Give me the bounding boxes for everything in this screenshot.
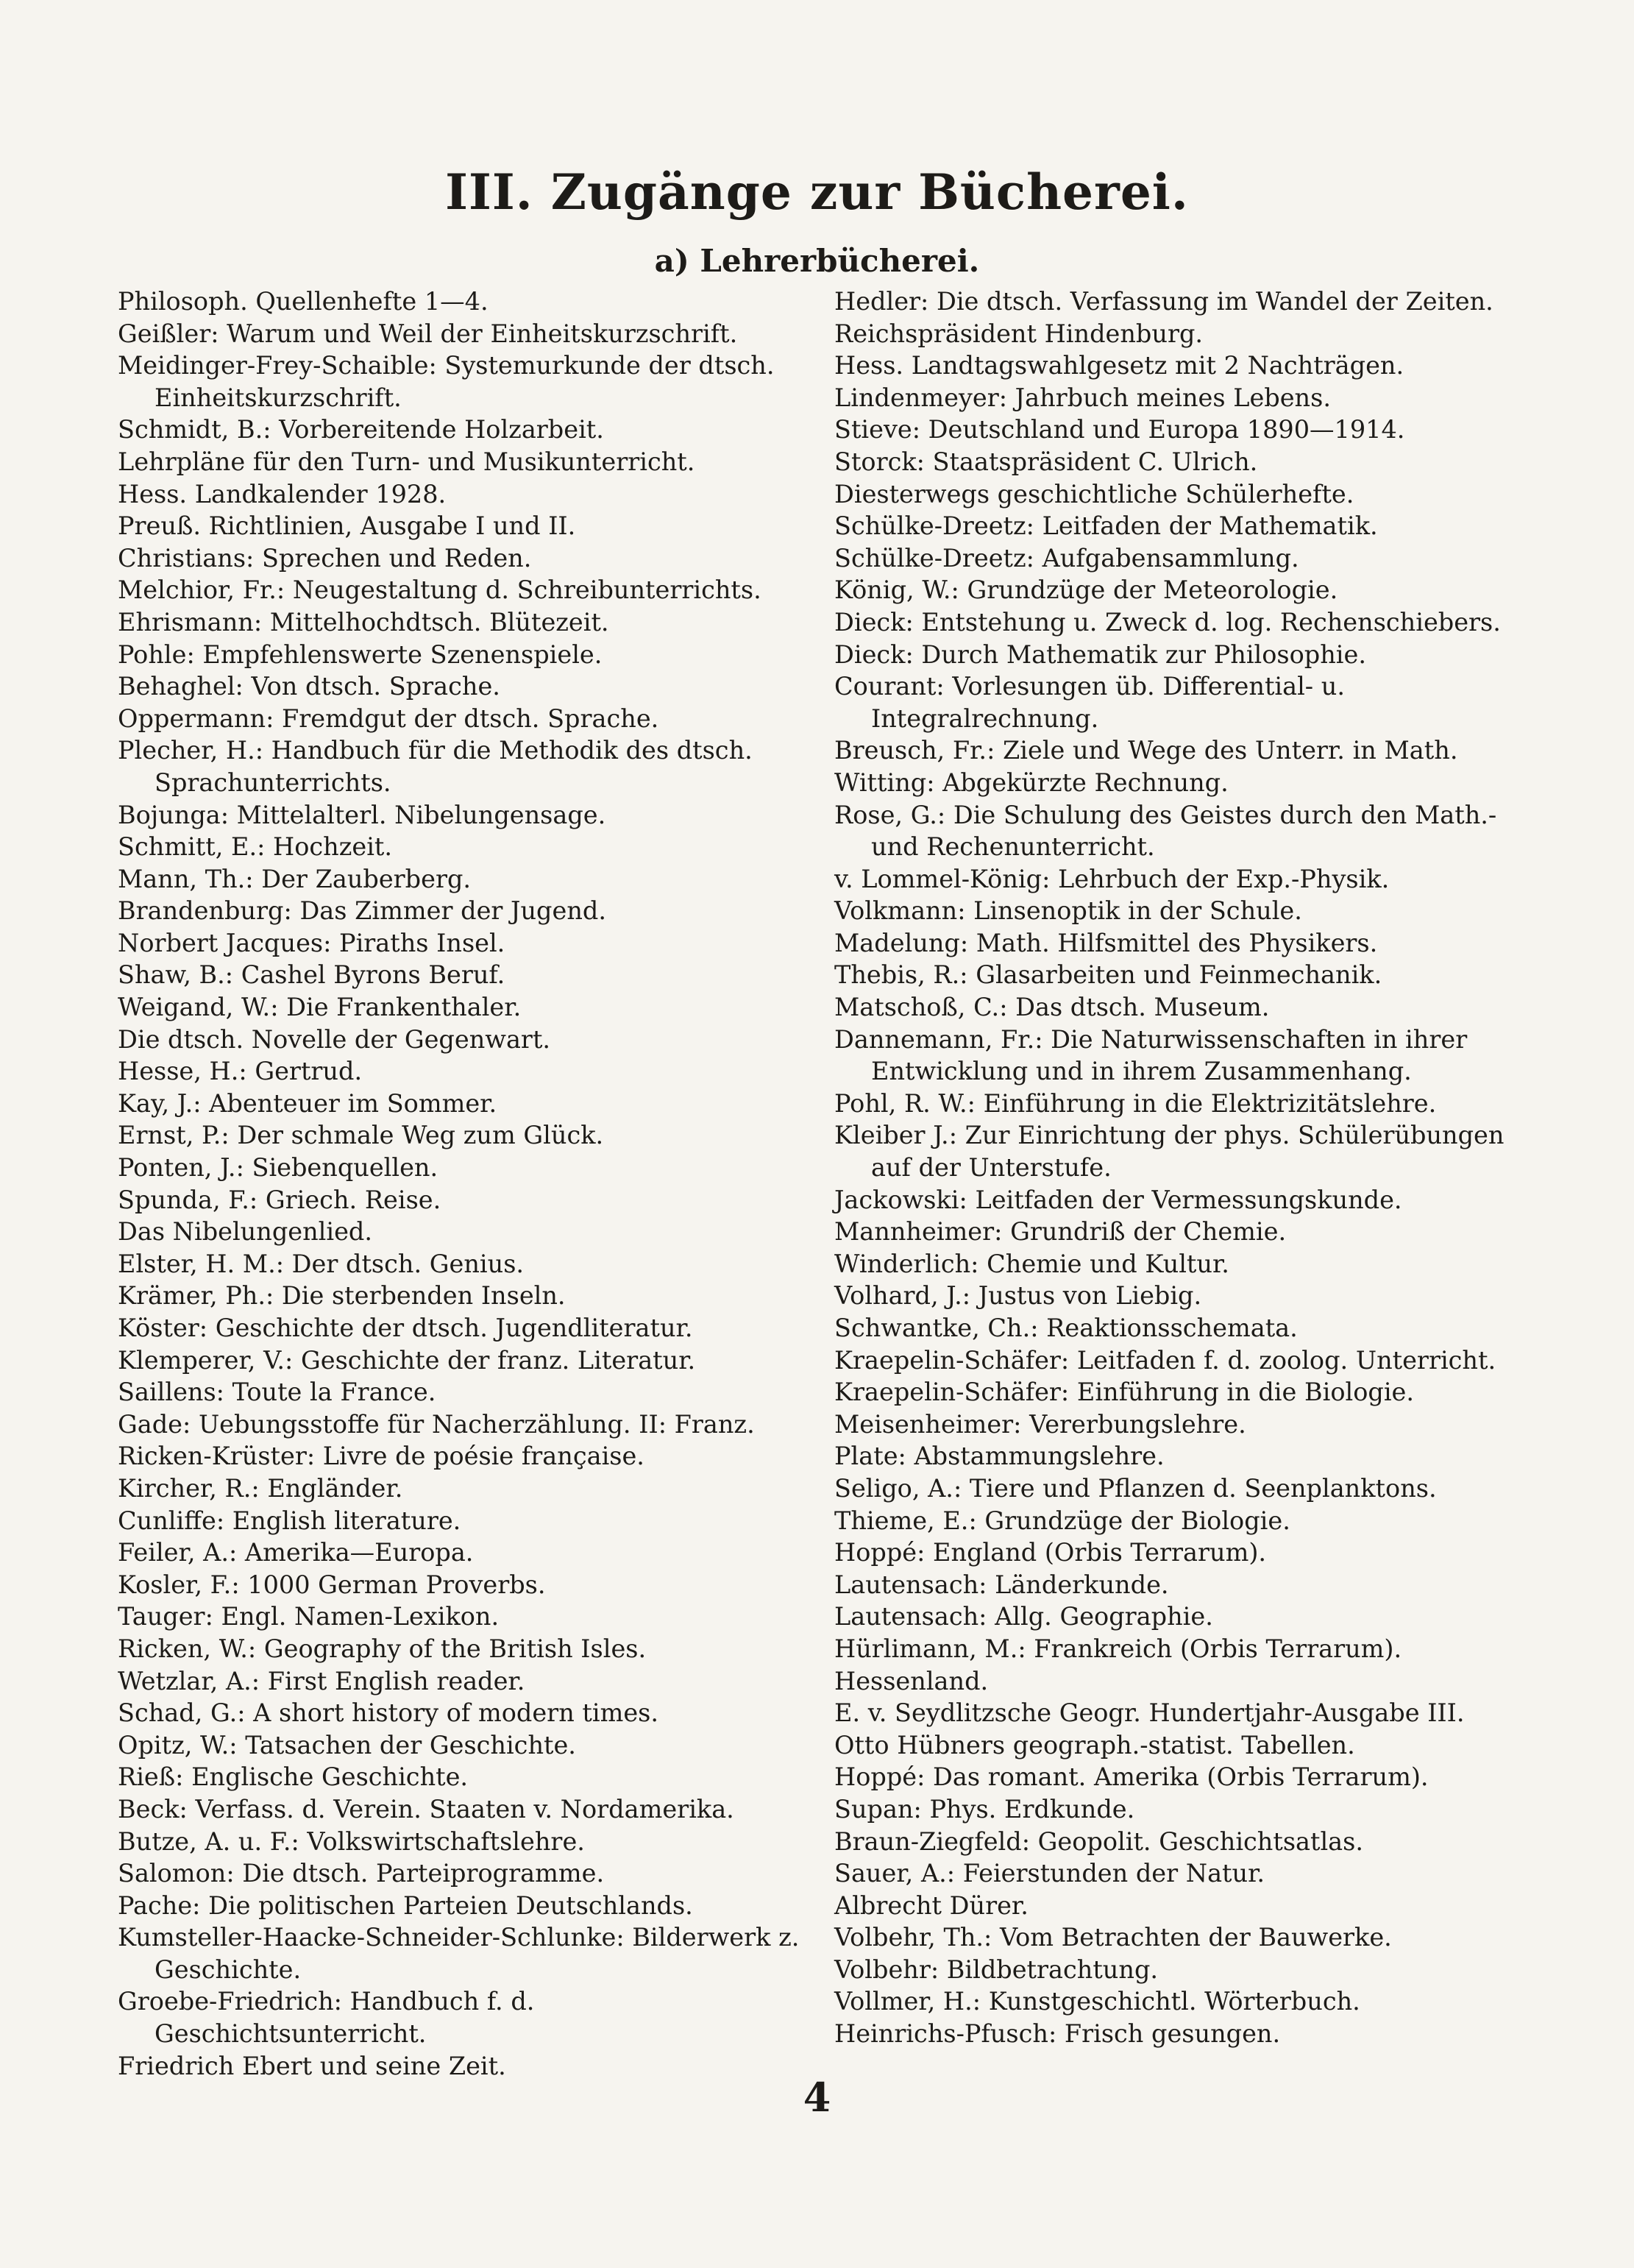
list-item: Shaw, B.: Cashel Byrons Beruf. — [118, 960, 505, 990]
list-item: Lindenmeyer: Jahrbuch meines Lebens. — [834, 383, 1331, 412]
list-item: Heinrichs-Pfusch: Frisch gesungen. — [834, 2019, 1281, 2049]
page-title: III. Zugänge zur Bücherei. — [445, 163, 1189, 221]
list-item: König, W.: Grundzüge der Meteorologie. — [834, 575, 1338, 605]
list-item: Klemperer, V.: Geschichte der franz. Literatur. — [118, 1345, 696, 1375]
list-item: Schmitt, E.: Hochzeit. — [118, 832, 393, 862]
list-item: Ernst, P.: Der schmale Weg zum Glück. — [118, 1121, 604, 1150]
list-item: Dannemann, Fr.: Die Naturwissenschaften in ihrer Entwicklung und in ihrem Zusammenhang. — [834, 1024, 1468, 1086]
list-item: E. v. Seydlitzsche Geogr. Hundertjahr-Ausgabe III. — [834, 1698, 1465, 1728]
list-item: Ricken-Krüster: Livre de poésie française. — [118, 1442, 644, 1471]
list-item: Kraepelin-Schäfer: Einführung in die Biologie. — [834, 1378, 1415, 1407]
section-subtitle: a) Lehrerbücherei. — [654, 243, 980, 279]
list-item: Storck: Staatspräsident C. Ulrich. — [834, 447, 1258, 476]
list-item: Ricken, W.: Geography of the British Isles. — [118, 1634, 647, 1663]
list-item: Schülke-Dreetz: Leitfaden der Mathematik. — [834, 511, 1378, 541]
list-item: Schad, G.: A short history of modern times. — [118, 1698, 659, 1728]
list-item: Weigand, W.: Die Frankenthaler. — [118, 993, 522, 1022]
list-item: Philosoph. Quellenhefte 1—4. — [118, 287, 489, 316]
list-item: Seligo, A.: Tiere und Pflanzen d. Seenplanktons. — [834, 1473, 1437, 1503]
right-column — [834, 286, 1518, 2050]
list-item: Schwantke, Ch.: Reaktionsschemata. — [834, 1314, 1298, 1342]
list-item: Meisenheimer: Vererbungslehre. — [834, 1409, 1246, 1439]
list-item: Saillens: Toute la France. — [118, 1378, 436, 1407]
list-item: Hess. Landkalender 1928. — [118, 479, 447, 508]
list-item: Supan: Phys. Erdkunde. — [834, 1794, 1135, 1824]
list-item: Köster: Geschichte der dtsch. Jugendliteratur. — [118, 1314, 693, 1342]
list-item: Mann, Th.: Der Zauberberg. — [118, 864, 472, 893]
list-item: Volbehr, Th.: Vom Betrachten der Bauwerke. — [834, 1923, 1392, 1952]
list-item: Meidinger-Frey-Schaible: Systemurkunde der dtsch. Einheitskurzschrift. — [118, 351, 775, 412]
list-item: Butze, A. u. F.: Volkswirtschaftslehre. — [118, 1826, 585, 1856]
list-item: Pache: Die politischen Parteien Deutschlands. — [118, 1890, 693, 1920]
list-item: Stieve: Deutschland und Europa 1890—1914. — [834, 415, 1405, 444]
list-item: Feiler, A.: Amerika—Europa. — [118, 1538, 474, 1567]
list-item: Hoppé: Das romant. Amerika (Orbis Terrarum). — [834, 1762, 1429, 1792]
list-item: Kosler, F.: 1000 German Proverbs. — [118, 1570, 546, 1599]
list-item: Diesterwegs geschichtliche Schülerhefte. — [834, 479, 1354, 508]
list-item: Volkmann: Linsenoptik in der Schule. — [834, 896, 1302, 926]
list-item: Hess. Landtagswahlgesetz mit 2 Nachträgen. — [834, 351, 1404, 380]
list-item: Oppermann: Fremdgut der dtsch. Sprache. — [118, 704, 659, 733]
list-item: Pohl, R. W.: Einführung in die Elektrizitätslehre. — [834, 1088, 1437, 1118]
list-item: Thebis, R.: Glasarbeiten und Feinmechanik. — [834, 960, 1382, 990]
list-item: Plecher, H.: Handbuch für die Methodik des dtsch. Sprachunterrichts. — [118, 736, 753, 797]
list-item: Elster, H. M.: Der dtsch. Genius. — [118, 1249, 525, 1278]
list-item: Wetzlar, A.: First English reader. — [118, 1666, 525, 1695]
list-item: Bojunga: Mittelalterl. Nibelungensage. — [118, 800, 606, 829]
list-item: Kumsteller-Haacke-Schneider-Schlunke: Bilderwerk z. Geschichte. — [118, 1923, 800, 1984]
list-item: Ehrismann: Mittelhochdtsch. Blütezeit. — [118, 607, 609, 637]
list-item: Ponten, J.: Siebenquellen. — [118, 1153, 438, 1183]
list-item: Dieck: Entstehung u. Zweck d. log. Rechenschiebers. — [834, 607, 1501, 637]
list-item: Groebe-Friedrich: Handbuch f. d. Geschichtsunterricht. — [118, 1987, 535, 2049]
list-item: Courant: Vorlesungen üb. Differential- u. Integralrechnung. — [834, 672, 1345, 733]
list-item: Cunliffe: English literature. — [118, 1506, 461, 1535]
list-item: Schmidt, B.: Vorbereitende Holzarbeit. — [118, 415, 604, 444]
list-item: Gade: Uebungsstoffe für Nacherzählung. II: Franz. — [118, 1409, 755, 1439]
list-item: Friedrich Ebert und seine Zeit. — [118, 2051, 506, 2080]
list-item: Lautensach: Allg. Geographie. — [834, 1602, 1213, 1631]
list-item: Pohle: Empfehlenswerte Szenenspiele. — [118, 639, 603, 669]
list-item: Albrecht Dürer. — [834, 1890, 1029, 1920]
list-item: Kay, J.: Abenteuer im Sommer. — [118, 1088, 497, 1118]
list-item: Rieß: Englische Geschichte. — [118, 1762, 469, 1792]
list-item: Lautensach: Länderkunde. — [834, 1570, 1169, 1599]
list-item: Brandenburg: Das Zimmer der Jugend. — [118, 896, 606, 926]
list-item: Hesse, H.: Gertrud. — [118, 1057, 363, 1086]
list-item: Madelung: Math. Hilfsmittel des Physikers. — [834, 928, 1378, 957]
list-item: Kircher, R.: Engländer. — [118, 1473, 403, 1503]
list-item: Schülke-Dreetz: Aufgabensammlung. — [834, 543, 1299, 573]
list-item: Otto Hübners geograph.-statist. Tabellen. — [834, 1730, 1355, 1760]
list-item: Winderlich: Chemie und Kultur. — [834, 1249, 1229, 1278]
list-item: Melchior, Fr.: Neugestaltung d. Schreibunterrichts. — [118, 575, 761, 605]
list-item: Jackowski: Leitfaden der Vermessungskunde. — [834, 1185, 1402, 1214]
list-item: Vollmer, H.: Kunstgeschichtl. Wörterbuch. — [834, 1987, 1360, 2016]
list-item: Hoppé: England (Orbis Terrarum). — [834, 1538, 1267, 1567]
list-item: Mannheimer: Grundriß der Chemie. — [834, 1217, 1287, 1247]
list-item: Witting: Abgekürzte Rechnung. — [834, 768, 1229, 797]
left-column — [118, 286, 809, 2082]
list-item: Christians: Sprechen und Reden. — [118, 543, 532, 573]
list-item: Spunda, F.: Griech. Reise. — [118, 1185, 441, 1214]
list-item: Volhard, J.: Justus von Liebig. — [834, 1281, 1202, 1311]
list-item: Die dtsch. Novelle der Gegenwart. — [118, 1024, 551, 1054]
list-item: Preuß. Richtlinien, Ausgabe I und II. — [118, 511, 576, 541]
list-item: Plate: Abstammungslehre. — [834, 1442, 1165, 1471]
list-item: Matschoß, C.: Das dtsch. Museum. — [834, 993, 1270, 1022]
list-item: Hessenland. — [834, 1666, 989, 1695]
list-item: Thieme, E.: Grundzüge der Biologie. — [834, 1506, 1290, 1535]
list-item: v. Lommel-König: Lehrbuch der Exp.-Physik. — [834, 864, 1390, 893]
page-number: 4 — [803, 2074, 831, 2121]
list-item: Braun-Ziegfeld: Geopolit. Geschichtsatlas. — [834, 1826, 1363, 1856]
list-item: Hedler: Die dtsch. Verfassung im Wandel der Zeiten. — [834, 287, 1493, 316]
list-item: Hürlimann, M.: Frankreich (Orbis Terrarum). — [834, 1634, 1402, 1663]
list-item: Kleiber J.: Zur Einrichtung der phys. Schülerübungen auf der Unterstufe. — [834, 1121, 1505, 1183]
list-item: Das Nibelungenlied. — [118, 1217, 373, 1247]
list-item: Sauer, A.: Feierstunden der Natur. — [834, 1859, 1265, 1888]
list-item: Beck: Verfass. d. Verein. Staaten v. Nordamerika. — [118, 1794, 734, 1824]
list-item: Opitz, W.: Tatsachen der Geschichte. — [118, 1730, 576, 1760]
list-item: Breusch, Fr.: Ziele und Wege des Unterr. in Math. — [834, 736, 1458, 765]
list-item: Salomon: Die dtsch. Parteiprogramme. — [118, 1859, 605, 1888]
list-item: Lehrpläne für den Turn- und Musikunterricht. — [118, 447, 695, 476]
list-item: Rose, G.: Die Schulung des Geistes durch den Math.- und Rechenunterricht. — [834, 800, 1497, 862]
list-item: Reichspräsident Hindenburg. — [834, 319, 1204, 348]
list-item: Behaghel: Von dtsch. Sprache. — [118, 672, 500, 701]
list-item: Norbert Jacques: Piraths Insel. — [118, 928, 505, 957]
list-item: Krämer, Ph.: Die sterbenden Inseln. — [118, 1281, 566, 1311]
list-item: Tauger: Engl. Namen-Lexikon. — [118, 1602, 500, 1631]
list-item: Kraepelin-Schäfer: Leitfaden f. d. zoolog. Unterricht. — [834, 1345, 1496, 1375]
list-item: Geißler: Warum und Weil der Einheitskurzschrift. — [118, 319, 738, 348]
list-item: Volbehr: Bildbetrachtung. — [834, 1955, 1159, 1984]
list-item: Dieck: Durch Mathematik zur Philosophie. — [834, 639, 1366, 669]
